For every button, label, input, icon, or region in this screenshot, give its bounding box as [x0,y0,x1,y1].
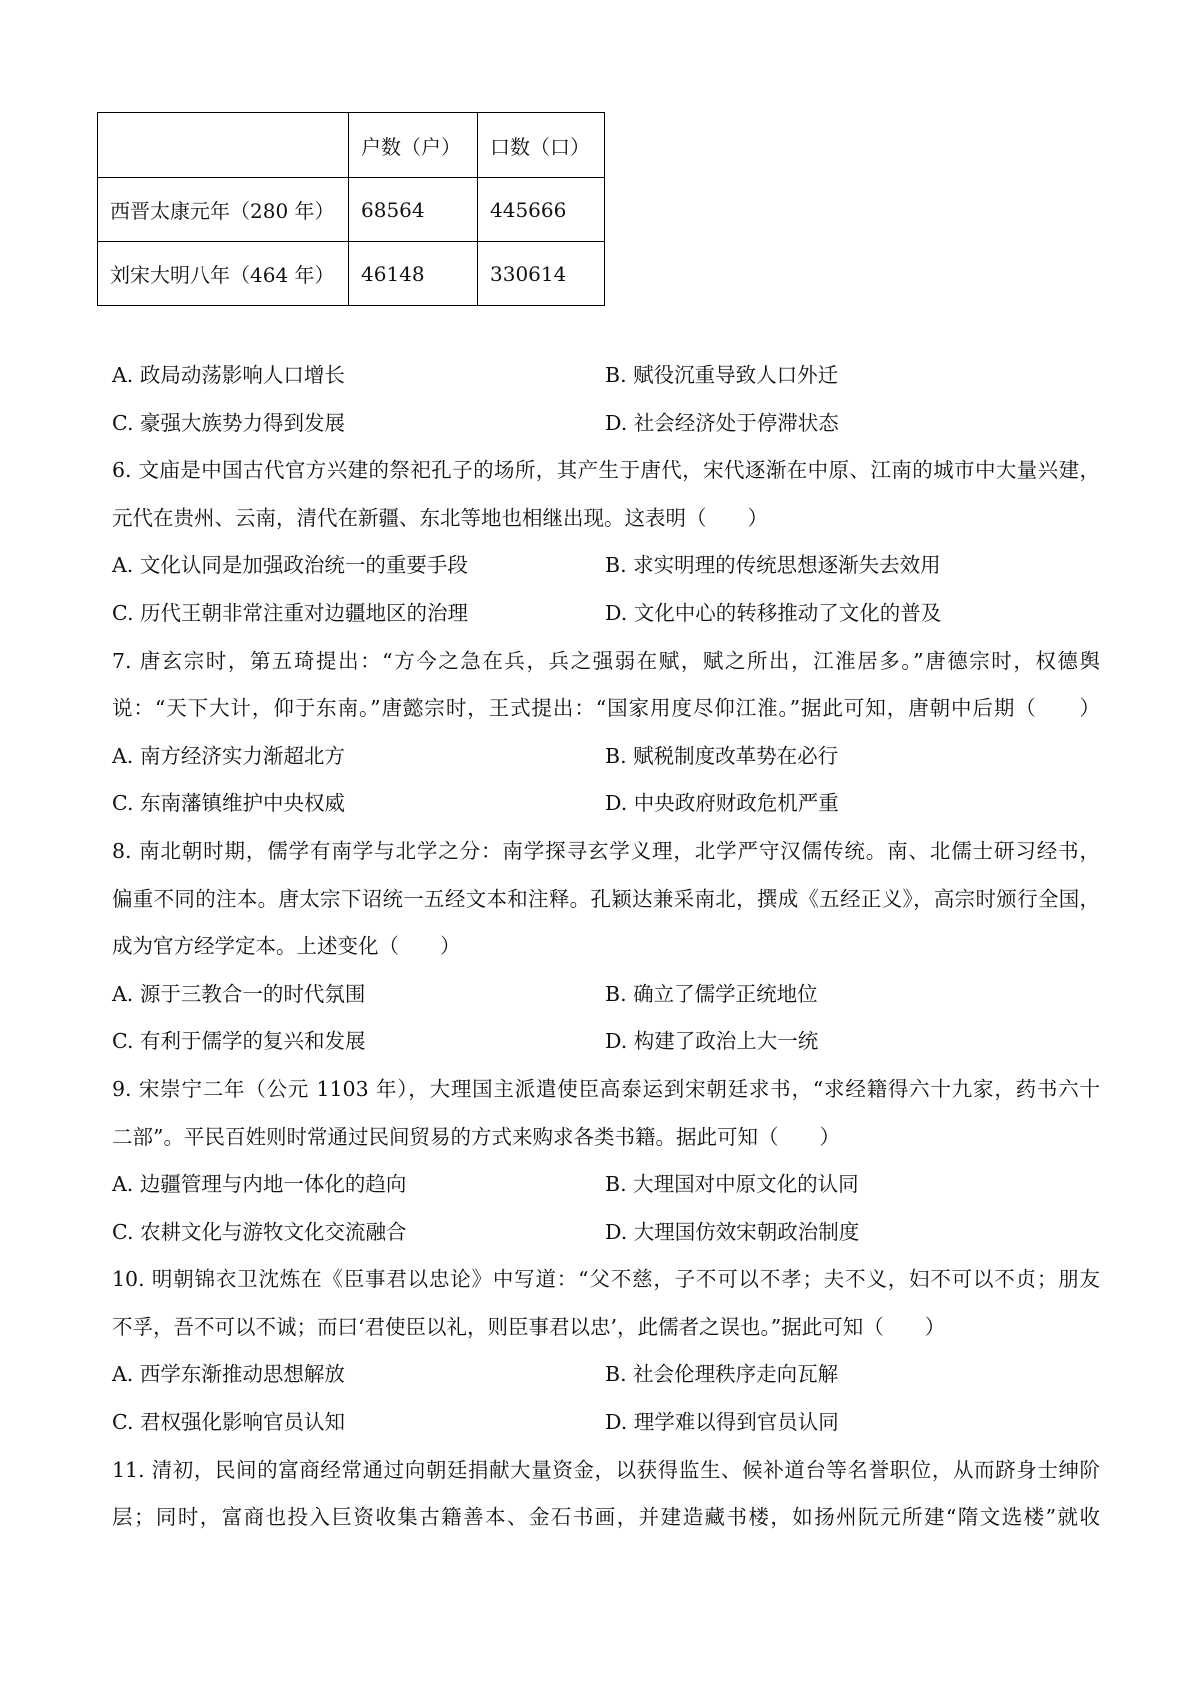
question-body [112,352,1100,1542]
table-row [98,242,605,306]
option-c: C. 君权强化影响官员认知 [112,1410,345,1435]
question-stem-line: 10. 明朝锦衣卫沈炼在《臣事君以忠论》中写道：“父不慈，子不可以不孝；夫不义，妇不可以不贞；朋友 [112,1267,1100,1292]
option-c: C. 有利于儒学的复兴和发展 [112,1029,366,1054]
table-cell: 西晋太康元年（280 年） [98,178,349,242]
table-cell: 46148 [349,242,478,306]
option-d: D. 中央政府财政危机严重 [605,791,839,816]
option-c: C. 历代王朝非常注重对边疆地区的治理 [112,600,468,625]
option-b: B. 赋税制度改革势在必行 [605,743,839,768]
table-header-cell: 户数（户） [349,113,478,178]
option-a: A. 南方经济实力渐超北方 [112,743,345,768]
option-b: B. 社会伦理秩序走向瓦解 [605,1362,839,1387]
table-header-cell: 口数（口） [478,113,605,178]
option-row [112,971,1100,1019]
option-row [112,400,1100,448]
option-row [112,1399,1100,1447]
option-c: C. 豪强大族势力得到发展 [112,410,345,435]
table-header-cell [98,113,349,178]
option-a: A. 西学东渐推动思想解放 [112,1362,345,1387]
option-b: B. 求实明理的传统思想逐渐失去效用 [605,553,941,578]
question-stem-line: 层；同时，富商也投入巨资收集古籍善本、金石书画，并建造藏书楼，如扬州阮元所建“隋文选楼”就收 [112,1505,1100,1530]
option-d: D. 大理国仿效宋朝政治制度 [605,1219,860,1244]
question-stem-line: 8. 南北朝时期，儒学有南学与北学之分：南学探寻玄学义理，北学严守汉儒传统。南、北儒士研习经书， [112,838,1100,863]
question-stem-line: 成为官方经学定本。上述变化（ ） [112,934,461,959]
option-b: B. 赋役沉重导致人口外迁 [605,363,839,387]
option-a: A. 源于三教合一的时代氛围 [112,981,366,1006]
option-d: D. 社会经济处于停滞状态 [605,410,839,435]
option-d: D. 理学难以得到官员认同 [605,1410,839,1435]
option-c: C. 农耕文化与游牧文化交流融合 [112,1219,407,1244]
option-row [112,590,1100,638]
question-stem-line: 7. 唐玄宗时，第五琦提出：“方今之急在兵，兵之强弱在赋，赋之所出，江淮居多。”唐德宗时，权德舆 [112,648,1100,673]
question-stem-line: 说：“天下大计，仰于东南。”唐懿宗时，王式提出：“国家用度尽仰江淮。”据此可知，唐朝中后期（ ） [112,696,1100,721]
population-table [97,112,605,306]
table-cell: 330614 [478,242,605,306]
option-b: B. 大理国对中原文化的认同 [605,1172,859,1197]
option-a: A. 政局动荡影响人口增长 [112,363,345,387]
question-stem-line: 二部”。平民百姓则时常通过民间贸易的方式来购求各类书籍。据此可知（ ） [112,1124,840,1149]
option-row [112,733,1100,781]
question-stem-line: 偏重不同的注本。唐太宗下诏统一五经文本和注释。孔颖达兼采南北，撰成《五经正义》，高宗时颁行全国， [112,886,1100,911]
option-row [112,1209,1100,1257]
question-stem-line: 不孚，吾不可以不诚；而曰‘君使臣以礼，则臣事君以忠’，此儒者之误也。”据此可知（ ） [112,1314,946,1339]
table-cell: 刘宋大明八年（464 年） [98,242,349,306]
option-row [112,1351,1100,1399]
option-row [112,1161,1100,1209]
option-d: D. 构建了政治上大一统 [605,1029,819,1054]
option-a: A. 文化认同是加强政治统一的重要手段 [112,553,468,578]
option-b: B. 确立了儒学正统地位 [605,981,818,1006]
option-d: D. 文化中心的转移推动了文化的普及 [605,600,942,625]
question-stem-line: 11. 清初，民间的富商经常通过向朝廷捐献大量资金，以获得监生、候补道台等名誉职位，从而跻身士绅阶 [112,1457,1100,1482]
option-row [112,352,1100,400]
question-stem-line: 元代在贵州、云南，清代在新疆、东北等地也相继出现。这表明（ ） [112,505,768,530]
question-stem-line: 9. 宋崇宁二年（公元 1103 年），大理国主派遣使臣高泰运到宋朝廷求书，“求经籍得六十九家，药书六十 [112,1076,1100,1101]
question-stem-line: 6. 文庙是中国古代官方兴建的祭祀孔子的场所，其产生于唐代，宋代逐渐在中原、江南的城市中大量兴建， [112,458,1100,483]
table-header-row [98,113,605,178]
option-row [112,542,1100,590]
option-c: C. 东南藩镇维护中央权威 [112,791,345,816]
table-cell: 445666 [478,178,605,242]
table-row [98,178,605,242]
option-row [112,1018,1100,1066]
option-row [112,780,1100,828]
option-a: A. 边疆管理与内地一体化的趋向 [112,1172,407,1197]
table-cell: 68564 [349,178,478,242]
